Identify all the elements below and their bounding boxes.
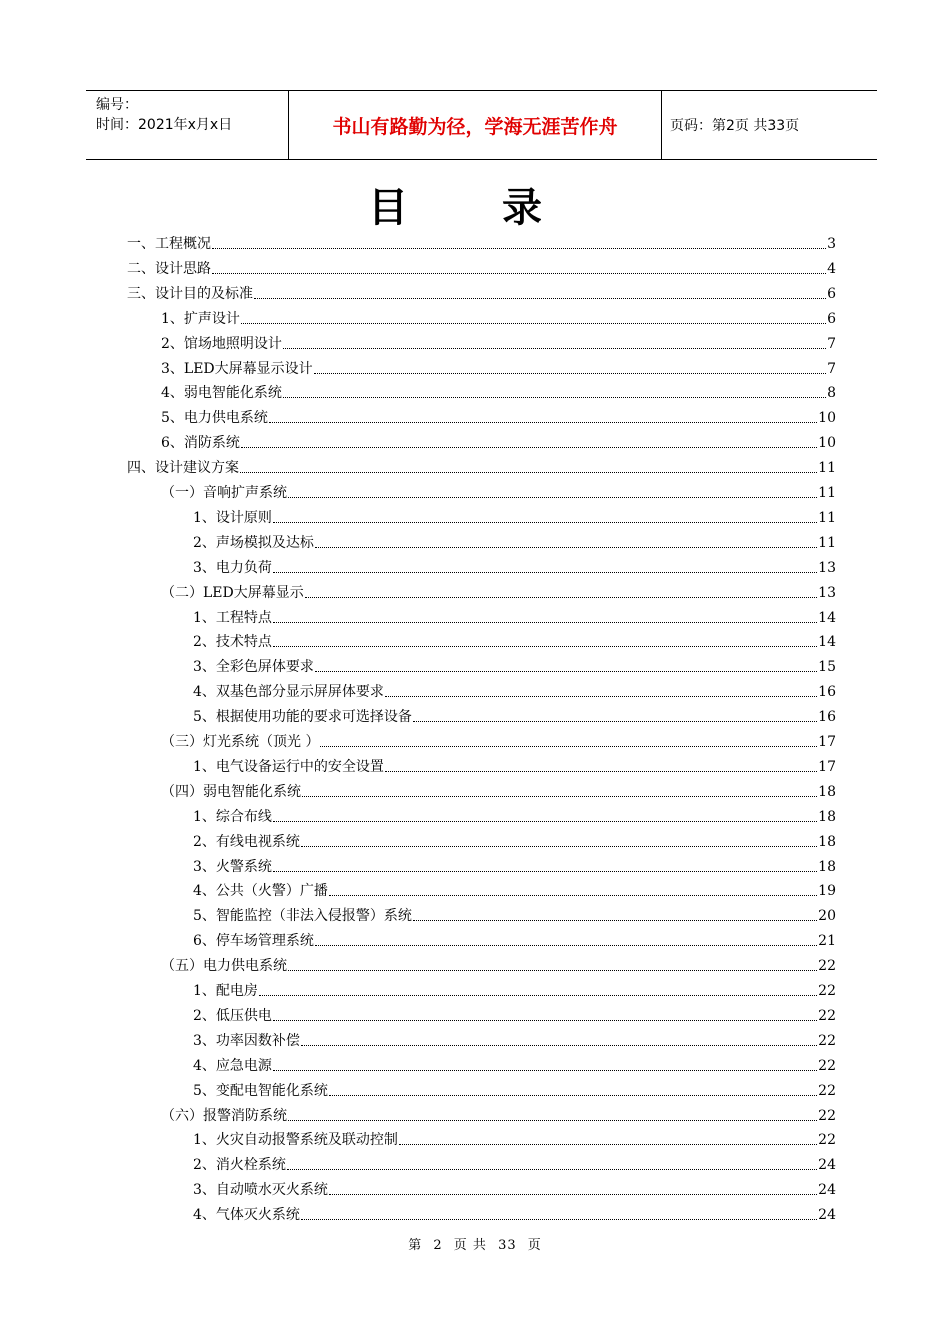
toc-entry-title: 2、消火栓系统 [193, 1157, 286, 1174]
toc-entry-page: 4 [827, 260, 836, 277]
header-left-cell [86, 91, 289, 159]
footer-total-pages: 33 [498, 1238, 517, 1253]
toc-entry[interactable] [193, 657, 836, 677]
toc-entry-page: 11 [818, 485, 836, 501]
toc-entry[interactable] [193, 1205, 836, 1225]
toc-dot-leader [385, 771, 817, 772]
toc-dot-leader [399, 1144, 817, 1145]
toc-entry[interactable] [161, 334, 836, 354]
toc-entry[interactable] [161, 359, 836, 379]
toc-entry-title: 1、工程特点 [193, 609, 272, 626]
toc-entry-title: 3、LED大屏幕显示设计 [161, 360, 313, 377]
toc-entry-page: 22 [818, 1007, 836, 1024]
toc-dot-leader [314, 373, 826, 374]
toc-entry-title: （六）报警消防系统 [161, 1107, 287, 1124]
toc-dot-leader [288, 497, 817, 498]
toc-entry[interactable] [193, 757, 836, 777]
toc-entry[interactable] [193, 508, 836, 528]
toc-dot-leader [301, 846, 817, 847]
toc-entry[interactable] [193, 981, 836, 1001]
toc-entry-title: 6、消防系统 [161, 435, 240, 452]
toc-entry-title: （四）弱电智能化系统 [161, 783, 301, 800]
toc-entry[interactable] [193, 1180, 836, 1200]
toc-dot-leader [240, 472, 817, 473]
toc-entry[interactable] [193, 881, 836, 901]
toc-dot-leader [241, 323, 826, 324]
toc-entry-title: 三、设计目的及标准 [127, 285, 253, 302]
footer-prefix: 第 [408, 1238, 423, 1253]
toc-entry-title: 1、扩声设计 [161, 310, 240, 327]
toc-dot-leader [212, 273, 826, 274]
toc-dot-leader [320, 746, 817, 747]
toc-dot-leader [273, 1070, 817, 1071]
toc-entry[interactable] [127, 284, 836, 304]
toc-entry-page: 11 [818, 534, 836, 551]
toc-dot-leader [273, 622, 817, 623]
toc-dot-leader [273, 572, 817, 573]
toc-entry-page: 10 [818, 435, 836, 452]
toc-dot-leader [273, 821, 817, 822]
page-footer [0, 1234, 950, 1253]
toc-entry-title: 5、变配电智能化系统 [193, 1082, 328, 1099]
toc-entry[interactable] [193, 906, 836, 926]
toc-entry-title: 3、功率因数补偿 [193, 1032, 300, 1049]
toc-entry[interactable] [193, 1031, 836, 1051]
toc-entry-page: 15 [818, 659, 836, 676]
toc-entry-title: 2、有线电视系统 [193, 833, 300, 850]
toc-entry-page: 24 [818, 1207, 836, 1224]
toc-entry-page: 18 [818, 808, 836, 825]
toc-entry[interactable] [193, 1006, 836, 1026]
toc-entry-page: 22 [818, 983, 836, 999]
toc-entry-page: 22 [818, 1132, 836, 1149]
toc-entry[interactable] [193, 832, 836, 852]
toc-entry[interactable] [161, 433, 836, 453]
toc-entry[interactable] [127, 458, 836, 478]
toc-entry[interactable] [193, 608, 836, 628]
document-date: 时间：2021年x月x日 [96, 117, 233, 133]
toc-entry-page: 14 [818, 634, 836, 651]
toc-entry[interactable] [161, 383, 836, 403]
toc-entry-page: 22 [818, 1032, 836, 1049]
toc-dot-leader [329, 895, 817, 896]
toc-dot-leader [329, 1194, 817, 1195]
toc-dot-leader [283, 348, 826, 349]
toc-dot-leader [273, 1020, 817, 1021]
toc-entry-page: 14 [818, 609, 836, 626]
toc-entry[interactable] [161, 309, 836, 329]
toc-entry-page: 7 [827, 360, 836, 377]
footer-current-page: 2 [433, 1238, 443, 1253]
toc-entry-page: 22 [818, 1057, 836, 1074]
toc-dot-leader [301, 1219, 817, 1220]
toc-entry-title: 2、声场模拟及达标 [193, 534, 314, 551]
header-motto: 书山有路勤为径，学海无涯苦作舟 [289, 91, 662, 159]
toc-dot-leader [305, 597, 817, 598]
toc-entry[interactable] [193, 857, 836, 877]
toc-entry-page: 7 [827, 335, 836, 352]
toc-entry-page: 22 [818, 1107, 836, 1124]
toc-dot-leader [329, 1095, 817, 1096]
toc-entry[interactable] [193, 807, 836, 827]
toc-dot-leader [273, 871, 817, 872]
toc-entry-title: 4、应急电源 [193, 1057, 272, 1074]
toc-entry-title: 5、电力供电系统 [161, 410, 268, 427]
toc-entry-title: 4、气体灭火系统 [193, 1207, 300, 1224]
toc-entry-page: 13 [818, 584, 836, 601]
document-number-label: 编号： [96, 97, 138, 113]
header-page-info: 页码：第2页 共33页 [670, 118, 800, 134]
toc-dot-leader [254, 298, 826, 299]
toc-entry[interactable] [193, 558, 836, 578]
toc-entry-page: 17 [818, 758, 836, 775]
toc-dot-leader [315, 547, 817, 548]
toc-entry[interactable] [193, 1155, 836, 1175]
toc-entry-title: 2、低压供电 [193, 1007, 272, 1024]
toc-entry[interactable] [193, 682, 836, 702]
toc-dot-leader [302, 796, 817, 797]
toc-entry-title: （二）LED大屏幕显示 [161, 584, 304, 601]
toc-dot-leader [212, 248, 826, 249]
toc-entry-page: 6 [827, 285, 836, 302]
toc-entry-page: 3 [827, 236, 836, 252]
page-header [86, 90, 877, 160]
toc-dot-leader [269, 422, 817, 423]
toc-entry-title: 3、自动喷水灭火系统 [193, 1182, 328, 1199]
toc-entry-title: 4、弱电智能化系统 [161, 385, 282, 402]
toc-entry[interactable] [193, 1056, 836, 1076]
toc-entry-page: 16 [818, 684, 836, 701]
toc-title: 目 录 [368, 185, 582, 231]
toc-entry-page: 18 [818, 858, 836, 875]
toc-entry-title: 1、火灾自动报警系统及联动控制 [193, 1132, 398, 1149]
toc-entry[interactable] [161, 483, 836, 503]
toc-entry-page: 11 [818, 509, 836, 526]
toc-entry-title: 四、设计建议方案 [127, 460, 239, 477]
toc-dot-leader [301, 1045, 817, 1046]
toc-entry-title: 3、全彩色屏体要求 [193, 659, 314, 676]
toc-entry-title: 1、电气设备运行中的安全设置 [193, 758, 384, 775]
toc-dot-leader [259, 995, 817, 996]
toc-entry[interactable] [161, 408, 836, 428]
toc-entry-page: 21 [818, 933, 836, 950]
toc-entry-title: （三）灯光系统（顶光 ） [161, 734, 320, 750]
toc-entry[interactable] [193, 1081, 836, 1101]
toc-entry[interactable] [193, 931, 836, 951]
toc-entry[interactable] [193, 707, 836, 727]
toc-entry-title: 5、根据使用功能的要求可选择设备 [193, 709, 412, 726]
toc-dot-leader [385, 696, 817, 697]
toc-entry[interactable] [161, 583, 836, 603]
toc-entry[interactable] [161, 732, 836, 752]
toc-entry[interactable] [193, 1130, 836, 1150]
toc-entry-title: 1、设计原则 [193, 509, 272, 526]
toc-entry-title: 1、综合布线 [193, 808, 272, 825]
toc-dot-leader [241, 447, 817, 448]
toc-entry-page: 10 [818, 410, 836, 427]
toc-entry[interactable] [161, 782, 836, 802]
toc-dot-leader [288, 970, 817, 971]
toc-dot-leader [273, 522, 817, 523]
toc-entry[interactable] [127, 259, 836, 279]
toc-entry-page: 16 [818, 709, 836, 726]
toc-entry-title: 3、电力负荷 [193, 559, 272, 576]
toc-entry-page: 13 [818, 559, 836, 576]
toc-dot-leader [273, 646, 817, 647]
toc-entry[interactable] [161, 1106, 836, 1126]
toc-entry-page: 18 [818, 833, 836, 850]
toc-entry-title: 2、馆场地照明设计 [161, 335, 282, 352]
toc-entry-page: 18 [818, 783, 836, 800]
toc-entry-title: 4、公共（火警）广播 [193, 883, 328, 900]
toc-entry-title: 4、双基色部分显示屏屏体要求 [193, 684, 384, 701]
toc-entry-title: 2、技术特点 [193, 634, 272, 651]
toc-dot-leader [315, 671, 817, 672]
toc-entry-page: 24 [818, 1157, 836, 1174]
toc-entry-page: 6 [827, 310, 836, 327]
toc-entry-title: 一、工程概况 [127, 236, 211, 252]
toc-entry-page: 22 [818, 1082, 836, 1099]
toc-entry-title: 6、停车场管理系统 [193, 933, 314, 950]
footer-middle: 页 共 [453, 1238, 487, 1253]
toc-entry-page: 20 [818, 908, 836, 925]
toc-entry-title: 1、配电房 [193, 983, 258, 999]
toc-entry-title: 二、设计思路 [127, 260, 211, 277]
toc-dot-leader [287, 1169, 817, 1170]
toc-dot-leader [288, 1120, 817, 1121]
toc-dot-leader [283, 397, 826, 398]
toc-entry[interactable] [127, 234, 836, 254]
toc-entry-page: 8 [827, 385, 836, 402]
toc-entry-page: 19 [818, 883, 836, 900]
toc-entry-title: 5、智能监控（非法入侵报警）系统 [193, 908, 412, 925]
toc-entry[interactable] [193, 632, 836, 652]
toc-entry-title: （一）音响扩声系统 [161, 485, 287, 501]
toc-entry-title: （五）电力供电系统 [161, 958, 287, 975]
toc-entry-page: 11 [818, 460, 836, 477]
toc-entry-page: 22 [818, 958, 836, 975]
toc-dot-leader [413, 721, 817, 722]
toc-dot-leader [413, 920, 817, 921]
toc-entry-page: 17 [818, 734, 836, 750]
toc-dot-leader [315, 945, 817, 946]
toc-entry[interactable] [161, 956, 836, 976]
footer-suffix: 页 [527, 1238, 542, 1253]
toc-entry[interactable] [193, 533, 836, 553]
toc-entry-title: 3、火警系统 [193, 858, 272, 875]
toc-entry-page: 24 [818, 1182, 836, 1199]
